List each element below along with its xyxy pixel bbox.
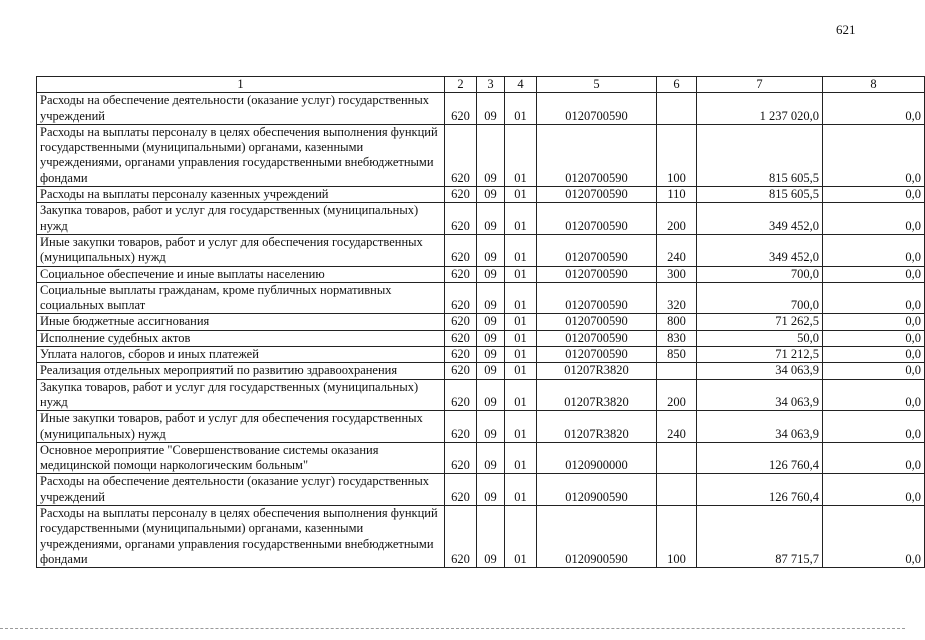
cell-amount: 50,0 (697, 330, 823, 346)
cell-amount: 349 452,0 (697, 234, 823, 266)
cell-expense-type (657, 442, 697, 474)
cell-subsection: 01 (505, 506, 537, 568)
cell-section: 09 (477, 234, 505, 266)
cell-section: 09 (477, 187, 505, 203)
cell-section: 09 (477, 203, 505, 235)
row-name: Иные бюджетные ассигнования (37, 314, 445, 330)
table-row (37, 234, 925, 266)
table-row (37, 474, 925, 506)
cell-expense-type: 200 (657, 379, 697, 411)
cell-amount-2: 0,0 (823, 314, 925, 330)
cell-ministry: 620 (445, 124, 477, 186)
cell-target-article: 0120700590 (537, 330, 657, 346)
cell-ministry: 620 (445, 442, 477, 474)
cell-amount-2: 0,0 (823, 93, 925, 125)
row-name: Расходы на выплаты персоналу казенных учреждений (37, 187, 445, 203)
cell-target-article: 0120700590 (537, 93, 657, 125)
cell-amount: 34 063,9 (697, 363, 823, 379)
cell-subsection: 01 (505, 203, 537, 235)
cell-expense-type: 200 (657, 203, 697, 235)
cell-section: 09 (477, 314, 505, 330)
cell-subsection: 01 (505, 411, 537, 443)
cell-section: 09 (477, 347, 505, 363)
page-number: 621 (836, 22, 856, 37)
cell-ministry: 620 (445, 93, 477, 125)
table-row (37, 124, 925, 186)
column-header: 2 (445, 77, 477, 93)
cell-ministry: 620 (445, 266, 477, 282)
cell-section: 09 (477, 474, 505, 506)
cell-subsection: 01 (505, 124, 537, 186)
cell-amount: 815 605,5 (697, 124, 823, 186)
cell-amount: 126 760,4 (697, 474, 823, 506)
cell-target-article: 0120700590 (537, 314, 657, 330)
table-row (37, 506, 925, 568)
cell-amount-2: 0,0 (823, 124, 925, 186)
row-name: Социальное обеспечение и иные выплаты населению (37, 266, 445, 282)
cell-target-article: 0120900000 (537, 442, 657, 474)
cell-expense-type (657, 93, 697, 125)
cell-section: 09 (477, 442, 505, 474)
cell-expense-type (657, 363, 697, 379)
cell-subsection: 01 (505, 234, 537, 266)
column-header: 7 (697, 77, 823, 93)
row-name: Расходы на обеспечение деятельности (оказание услуг) государственных учреждений (37, 474, 445, 506)
cell-section: 09 (477, 93, 505, 125)
column-header: 5 (537, 77, 657, 93)
cell-amount: 126 760,4 (697, 442, 823, 474)
table-row (37, 187, 925, 203)
cell-subsection: 01 (505, 93, 537, 125)
cell-amount: 71 212,5 (697, 347, 823, 363)
row-name: Иные закупки товаров, работ и услуг для обеспечения государственных (муниципальных) нужд (37, 234, 445, 266)
cell-target-article: 0120700590 (537, 282, 657, 314)
table-header-row (37, 77, 925, 93)
cell-section: 09 (477, 379, 505, 411)
cell-target-article: 01207R3820 (537, 411, 657, 443)
column-header: 3 (477, 77, 505, 93)
cell-target-article: 0120700590 (537, 187, 657, 203)
cell-ministry: 620 (445, 379, 477, 411)
cell-target-article: 0120700590 (537, 347, 657, 363)
cell-section: 09 (477, 266, 505, 282)
table-row (37, 411, 925, 443)
cell-ministry: 620 (445, 314, 477, 330)
cell-target-article: 0120700590 (537, 234, 657, 266)
row-name: Закупка товаров, работ и услуг для государственных (муниципальных) нужд (37, 203, 445, 235)
cell-expense-type: 830 (657, 330, 697, 346)
cell-expense-type: 320 (657, 282, 697, 314)
cell-expense-type: 240 (657, 411, 697, 443)
row-name: Реализация отдельных мероприятий по развитию здравоохранения (37, 363, 445, 379)
cell-target-article: 01207R3820 (537, 363, 657, 379)
cell-amount-2: 0,0 (823, 442, 925, 474)
cell-expense-type: 240 (657, 234, 697, 266)
cell-section: 09 (477, 506, 505, 568)
row-name: Социальные выплаты гражданам, кроме публичных нормативных социальных выплат (37, 282, 445, 314)
cell-amount: 1 237 020,0 (697, 93, 823, 125)
table-row (37, 314, 925, 330)
table-row (37, 330, 925, 346)
cell-amount-2: 0,0 (823, 266, 925, 282)
cell-ministry: 620 (445, 474, 477, 506)
row-name: Иные закупки товаров, работ и услуг для обеспечения государственных (муниципальных) нужд (37, 411, 445, 443)
cell-amount-2: 0,0 (823, 203, 925, 235)
row-name: Расходы на обеспечение деятельности (оказание услуг) государственных учреждений (37, 93, 445, 125)
cell-target-article: 0120900590 (537, 474, 657, 506)
cell-ministry: 620 (445, 347, 477, 363)
row-name: Закупка товаров, работ и услуг для государственных (муниципальных) нужд (37, 379, 445, 411)
cell-target-article: 0120900590 (537, 506, 657, 568)
cell-amount-2: 0,0 (823, 347, 925, 363)
cell-subsection: 01 (505, 363, 537, 379)
cell-amount: 87 715,7 (697, 506, 823, 568)
cell-section: 09 (477, 411, 505, 443)
table-row (37, 93, 925, 125)
row-name: Исполнение судебных актов (37, 330, 445, 346)
cell-target-article: 0120700590 (537, 124, 657, 186)
cell-amount: 700,0 (697, 282, 823, 314)
cell-amount: 34 063,9 (697, 411, 823, 443)
cell-section: 09 (477, 330, 505, 346)
row-name: Уплата налогов, сборов и иных платежей (37, 347, 445, 363)
cell-ministry: 620 (445, 411, 477, 443)
table-row (37, 379, 925, 411)
cell-expense-type: 100 (657, 124, 697, 186)
budget-table (36, 76, 925, 568)
cell-expense-type: 100 (657, 506, 697, 568)
page-bottom-edge (0, 628, 905, 629)
cell-amount-2: 0,0 (823, 411, 925, 443)
row-name: Расходы на выплаты персоналу в целях обеспечения выполнения функций государственными (муниципальными) органами, казенными учреждениями, органами управления государственными внебюджетными фондами (37, 506, 445, 568)
column-header: 6 (657, 77, 697, 93)
cell-target-article: 0120700590 (537, 266, 657, 282)
cell-section: 09 (477, 363, 505, 379)
cell-amount-2: 0,0 (823, 506, 925, 568)
table-row (37, 203, 925, 235)
cell-amount-2: 0,0 (823, 234, 925, 266)
cell-expense-type (657, 474, 697, 506)
cell-subsection: 01 (505, 379, 537, 411)
cell-ministry: 620 (445, 234, 477, 266)
cell-amount-2: 0,0 (823, 379, 925, 411)
cell-expense-type: 800 (657, 314, 697, 330)
cell-amount-2: 0,0 (823, 330, 925, 346)
cell-amount: 71 262,5 (697, 314, 823, 330)
table-row (37, 442, 925, 474)
cell-subsection: 01 (505, 314, 537, 330)
cell-expense-type: 850 (657, 347, 697, 363)
cell-ministry: 620 (445, 203, 477, 235)
cell-amount-2: 0,0 (823, 282, 925, 314)
column-header: 1 (37, 77, 445, 93)
table-row (37, 266, 925, 282)
cell-target-article: 01207R3820 (537, 379, 657, 411)
table-row (37, 282, 925, 314)
column-header: 4 (505, 77, 537, 93)
cell-ministry: 620 (445, 506, 477, 568)
cell-subsection: 01 (505, 330, 537, 346)
cell-ministry: 620 (445, 187, 477, 203)
cell-subsection: 01 (505, 266, 537, 282)
table-row (37, 363, 925, 379)
cell-section: 09 (477, 124, 505, 186)
row-name: Основное мероприятие "Совершенствование системы оказания медицинской помощи наркологическим больным" (37, 442, 445, 474)
cell-amount-2: 0,0 (823, 474, 925, 506)
cell-expense-type: 110 (657, 187, 697, 203)
cell-ministry: 620 (445, 282, 477, 314)
cell-amount: 34 063,9 (697, 379, 823, 411)
table-row (37, 347, 925, 363)
column-header: 8 (823, 77, 925, 93)
cell-subsection: 01 (505, 282, 537, 314)
cell-amount: 815 605,5 (697, 187, 823, 203)
cell-amount: 700,0 (697, 266, 823, 282)
cell-amount-2: 0,0 (823, 363, 925, 379)
cell-section: 09 (477, 282, 505, 314)
cell-subsection: 01 (505, 187, 537, 203)
cell-ministry: 620 (445, 363, 477, 379)
cell-amount-2: 0,0 (823, 187, 925, 203)
cell-expense-type: 300 (657, 266, 697, 282)
cell-subsection: 01 (505, 347, 537, 363)
cell-ministry: 620 (445, 330, 477, 346)
cell-target-article: 0120700590 (537, 203, 657, 235)
cell-subsection: 01 (505, 474, 537, 506)
cell-amount: 349 452,0 (697, 203, 823, 235)
cell-subsection: 01 (505, 442, 537, 474)
row-name: Расходы на выплаты персоналу в целях обеспечения выполнения функций государственными (муниципальными) органами, казенными учреждениями, органами управления государственными внебюджетными фондами (37, 124, 445, 186)
